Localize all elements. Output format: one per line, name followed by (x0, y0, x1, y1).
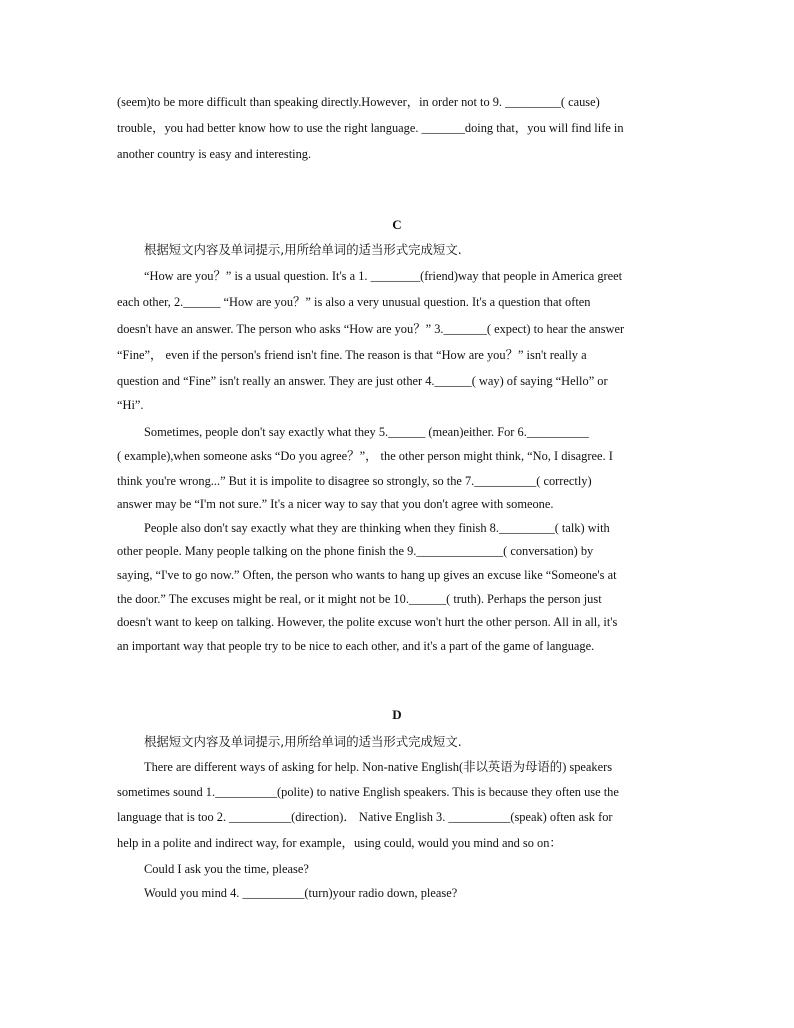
paragraph-line: sometimes sound 1.__________(polite) to native English speakers. This is because they often use the (117, 785, 619, 799)
paragraph-line: answer may be “I'm not sure.” It's a nicer way to say that you don't agree with someone. (117, 497, 554, 511)
section-heading-d: D (392, 707, 402, 722)
paragraph-line: the door.” The excuses might be real, or it might not be 10.______( truth). Perhaps the person just (117, 592, 602, 606)
paragraph-line: “How are you？” is a usual question. It's a 1. ________(friend)way that people in America greet (144, 269, 623, 283)
paragraph-line: help in a polite and indirect way, for example，using could, would you mind and so on： (117, 836, 562, 850)
paragraph-line: Sometimes, people don't say exactly what they 5.______ (mean)either. For 6.__________ (144, 425, 589, 439)
paragraph-line: each other, 2.______ “How are you？” is also a very unusual question. It's a question that often (117, 295, 591, 309)
paragraph-line: doesn't want to keep on talking. However, the polite excuse won't hurt the other person. All in all, it's (117, 615, 618, 629)
paragraph-line: ( example),when someone asks “Do you agree？”， the other person might think, “No, I disagree. I (117, 449, 613, 463)
paragraph-line: People also don't say exactly what they are thinking when they finish 8._________( talk) with (144, 521, 610, 535)
paragraph-line: saying, “I've to go now.” Often, the person who wants to hang up gives an excuse like “Someone's at (117, 568, 617, 582)
paragraph-line: language that is too 2. __________(direction)． Native English 3. __________(speak) often ask for (117, 810, 613, 824)
paragraph-line: “Fine”， even if the person's friend isn't fine. The reason is that “How are you？” isn't really a (117, 348, 587, 362)
paragraph-line: an important way that people try to be nice to each other, and it's a part of the game of language. (117, 639, 595, 653)
paragraph-line: “Hi”. (117, 398, 144, 412)
section-instruction: 根据短文内容及单词提示,用所给单词的适当形式完成短文. (144, 242, 462, 257)
paragraph-line: think you're wrong...” But it is impolite to disagree so strongly, so the 7.__________( correctly) (117, 474, 592, 488)
section-instruction: 根据短文内容及单词提示,用所给单词的适当形式完成短文. (144, 734, 462, 749)
section-heading-c: C (392, 217, 402, 232)
paragraph-line: Would you mind 4. __________(turn)your radio down, please? (144, 886, 458, 900)
paragraph-line: There are different ways of asking for help. Non-native English(非以英语为母语的) speakers (144, 760, 613, 774)
paragraph-line: question and “Fine” isn't really an answer. They are just other 4.______( way) of saying “Hello” or (117, 374, 608, 388)
paragraph-line: Could I ask you the time, please? (144, 862, 309, 876)
paragraph-line: (seem)to be more difficult than speaking directly.However，in order not to 9. _________( cause) (117, 95, 600, 109)
paragraph-line: doesn't have an answer. The person who asks “How are you？” 3._______( expect) to hear the answer (117, 322, 625, 336)
paragraph-line: another country is easy and interesting. (117, 147, 312, 161)
paragraph-line: trouble，you had better know how to use the right language. _______doing that，you will find life in (117, 121, 624, 135)
paragraph-line: other people. Many people talking on the phone finish the 9.______________( conversation) by (117, 544, 594, 558)
